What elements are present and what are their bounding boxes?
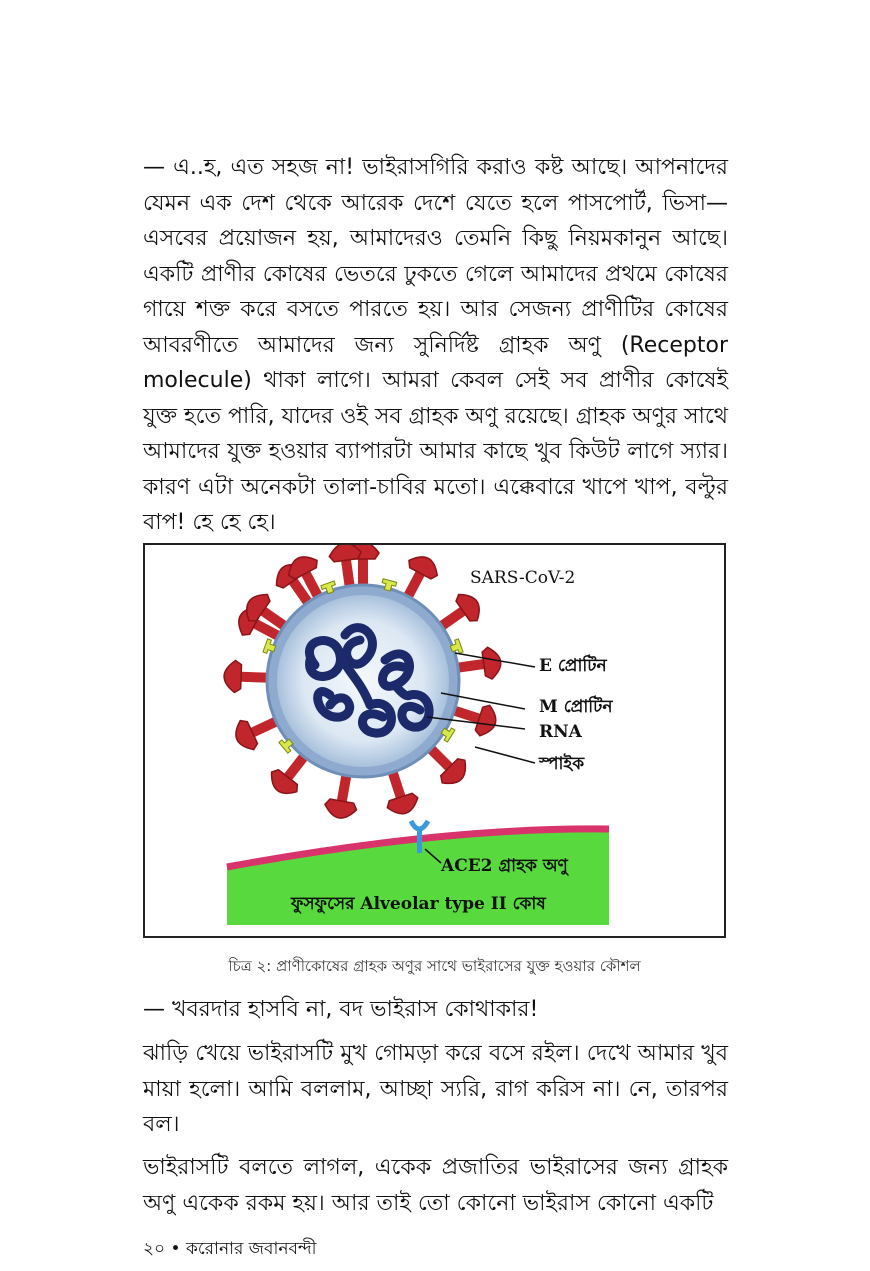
- label-spike: স্পাইক: [539, 754, 585, 774]
- label-ace2: ACE2 গ্রাহক অণু: [441, 856, 568, 876]
- page-footer: ২০ • করোনার জবানবন্দী: [143, 1239, 317, 1259]
- spike: [224, 660, 272, 694]
- virus-diagram: [145, 545, 724, 936]
- paragraph-1: — এ..হ, এত সহজ না! ভাইরাসগিরি করাও কষ্ট আছে। আপনাদের যেমন এক দেশ থেকে আরেক দেশে যেতে হলে পাসপোর্ট, ভিসা— এসবের প্রয়োজন হয়, আমাদেরও তেমনি কিছু নিয়মকানুন আছে। একটি প্রাণীর কোষের ভেতরে ঢুকতে গেলে আমাদের প্রথমে কোষের গায়ে শক্ত করে বসতে পারতে হয়। আর সেজন্য প্রাণীটির কোষের আবরণীতে আমাদের জন্য সুনির্দিষ্ট গ্রাহক অণু (Receptor molecule) থাকা লাগে। আমরা কেবল সেই সব প্রাণীর কোষেই যুক্ত হতে পারি, যাদের ওই সব গ্রাহক অণু রয়েছে। গ্রাহক অণুর সাথে আমাদের যুক্ত হওয়ার ব্যাপারটা আমার কাছে খুব কিউট লাগে স্যার। কারণ এটা অনেকটা তালা-চাবির মতো। এক্কেবারে খাপে খাপ, বল্টুর বাপ! হে হে হে।: [143, 155, 728, 535]
- label-m-protein: M প্রোটিন: [539, 697, 613, 717]
- paragraph-2: — খবরদার হাসবি না, বদ ভাইরাস কোথাকার!: [143, 997, 539, 1022]
- virus-figure: [143, 543, 726, 938]
- label-rna: RNA: [539, 722, 582, 742]
- label-e-protein: E প্রোটিন: [539, 656, 607, 676]
- figure-title: SARS-CoV-2: [470, 568, 576, 588]
- paragraph-3: ঝাড়ি খেয়ে ভাইরাসটি মুখ গোমড়া করে বসে রইল। দেখে আমার খুব মায়া হলো। আমি বললাম, আচ্ছা স্যরি, রাগ করিস না। নে, তারপর বল।: [143, 1041, 728, 1137]
- paragraph-4: ভাইরাসটি বলতে লাগল, একেক প্রজাতির ভাইরাসের জন্য গ্রাহক অণু একেক রকম হয়। আর তাই তো কোনো ভাইরাস কোনো একটি: [143, 1155, 728, 1216]
- figure-caption: চিত্র ২: প্রাণীকোষের গ্রাহক অণুর সাথে ভাইরাসের যুক্ত হওয়ার কৌশল: [228, 957, 641, 975]
- label-cell: ফুসফুসের Alveolar type II কোষ: [291, 894, 546, 914]
- virus-core: [277, 595, 449, 767]
